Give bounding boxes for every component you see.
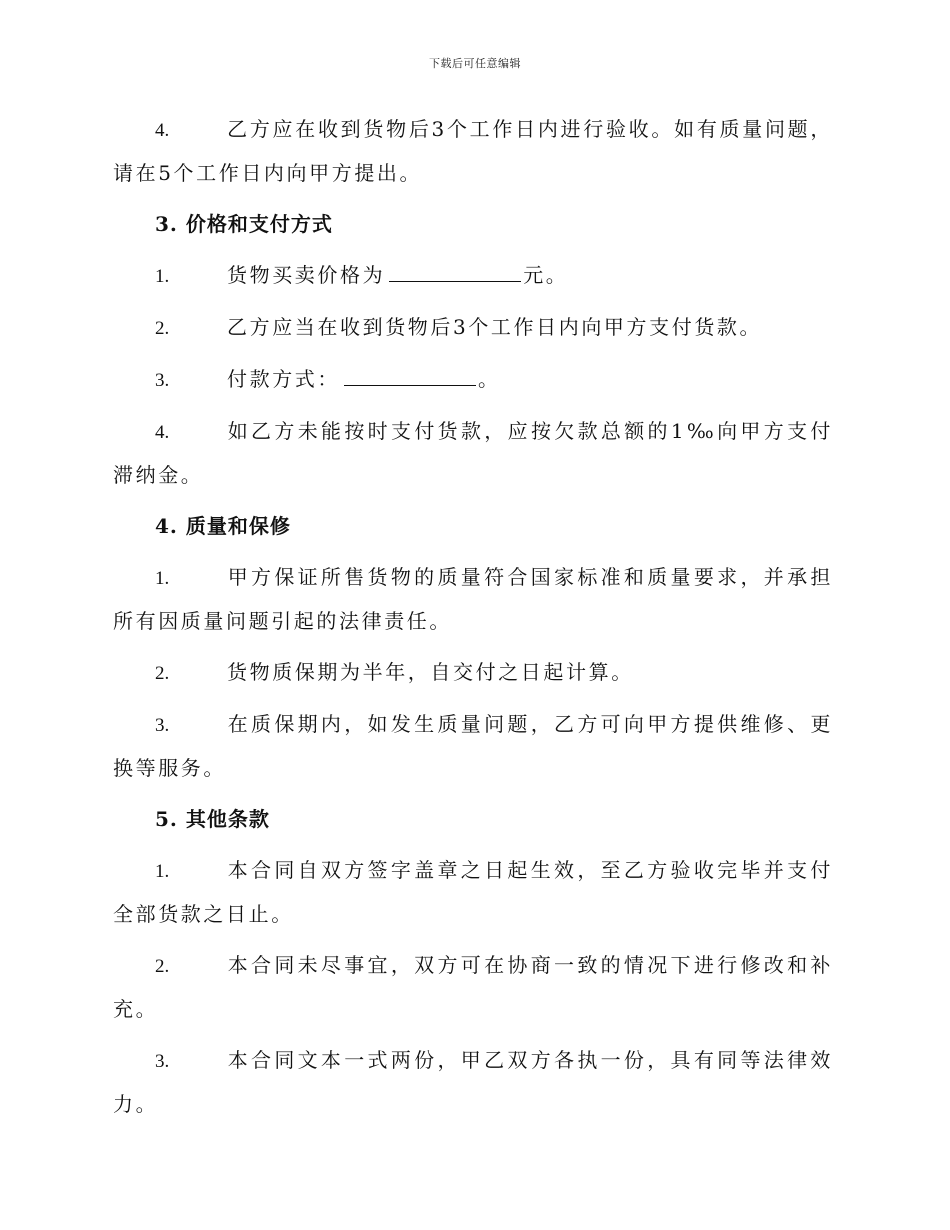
section-heading-other-terms: 5. 其他条款 (155, 807, 270, 831)
clause-text: 乙方应当在收到货物后3个工作日内向甲方支付货款。 (227, 315, 763, 339)
document-body (113, 108, 833, 1134)
clause-text: 在质保期内，如发生质量问题，乙方可向甲方提供维修、更换等服务。 (113, 712, 833, 780)
clause-3-4 (113, 410, 833, 497)
clause-4-3 (113, 703, 833, 790)
clause-5-2 (113, 944, 833, 1031)
clause-number: 1. (155, 861, 170, 882)
clause-text-before: 货物买卖价格为 (227, 263, 386, 287)
clause-text: 甲方保证所售货物的质量符合国家标准和质量要求，并承担所有因质量问题引起的法律责任。 (113, 565, 833, 633)
clause-text-after: 元。 (523, 263, 569, 287)
price-blank-line (389, 263, 521, 282)
clause-number: 2. (155, 663, 170, 684)
clause-number: 4. (155, 422, 170, 443)
clause-number: 1. (155, 266, 170, 287)
clause-text: 本合同未尽事宜，双方可在协商一致的情况下进行修改和补充。 (113, 953, 833, 1021)
page-header: 下载后可任意编辑 (429, 57, 521, 70)
clause-number: 4. (155, 120, 170, 141)
clause-number: 2. (155, 956, 170, 977)
clause-3-2 (113, 306, 833, 350)
clause-number: 1. (155, 568, 170, 589)
clause-3-1 (113, 254, 833, 298)
payment-method-blank-line (344, 367, 476, 386)
clause-number: 3. (155, 715, 170, 736)
clause-text: 货物质保期为半年，自交付之日起计算。 (227, 660, 634, 684)
clause-5-3 (113, 1039, 833, 1126)
clause-number: 2. (155, 318, 170, 339)
clause-4-2 (113, 651, 833, 695)
clause-text: 乙方应在收到货物后3个工作日内进行验收。如有质量问题，请在5个工作日内向甲方提出。 (113, 117, 833, 185)
clause-4-1 (113, 556, 833, 643)
clause-text: 本合同自双方签字盖章之日起生效，至乙方验收完毕并支付全部货款之日止。 (113, 858, 833, 926)
section-heading-quality-warranty: 4. 质量和保修 (155, 514, 291, 538)
section-heading-price-payment: 3. 价格和支付方式 (155, 212, 333, 236)
clause-text-after: 。 (478, 367, 501, 391)
clause-text-before: 付款方式： (227, 367, 340, 391)
clause-text: 本合同文本一式两份，甲乙双方各执一份，具有同等法律效力。 (113, 1048, 833, 1116)
clause-number: 3. (155, 1051, 170, 1072)
clause-number: 3. (155, 370, 170, 391)
clause-2-4 (113, 108, 833, 195)
clause-5-1 (113, 849, 833, 936)
clause-3-3 (113, 358, 833, 402)
clause-text: 如乙方未能按时支付货款，应按欠款总额的1‰向甲方支付滞纳金。 (113, 419, 833, 487)
